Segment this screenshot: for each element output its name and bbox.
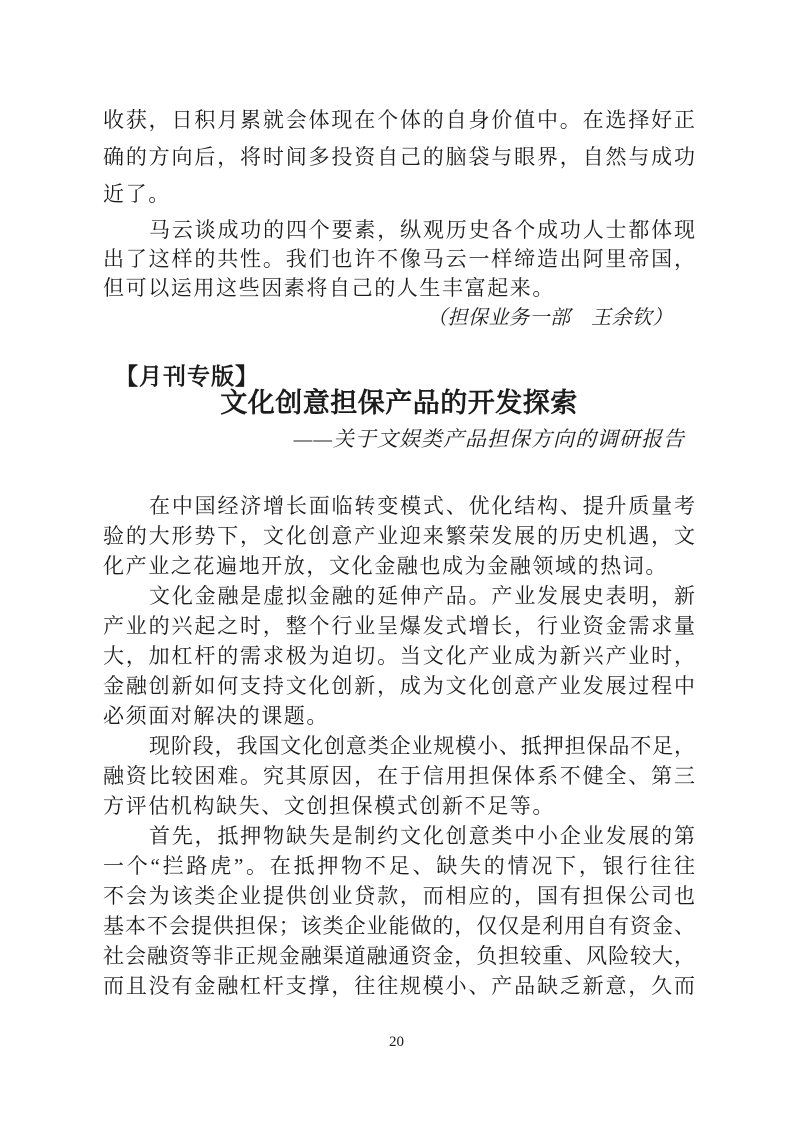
text-line: 而且没有金融杠杆支撑，往往规模小、产品缺乏新意，久而 [103, 974, 695, 998]
text-line: 融资比较困难。究其原因，在于信用担保体系不健全、第三 [103, 764, 695, 788]
text-line: 近了。 [103, 182, 171, 206]
text-line: 现阶段，我国文化创意类企业规模小、抵押担保品不足， [149, 734, 695, 758]
text-line: 金融创新如何支持文化创新，成为文化创意产业发展过程中 [103, 674, 695, 698]
text-line: 文化金融是虚拟金融的延伸产品。产业发展史表明，新 [149, 584, 695, 608]
text-line: 在中国经济增长面临转变模式、优化结构、提升质量考 [149, 494, 695, 518]
text-line: 验的大形势下，文化创意产业迎来繁荣发展的历史机遇，文 [103, 524, 695, 548]
text-line: 大，加杠杆的需求极为迫切。当文化产业成为新兴产业时， [103, 644, 695, 668]
article-title: 文化创意担保产品的开发探索 [220, 388, 578, 418]
text-line: 不会为该类企业提供创业贷款，而相应的，国有担保公司也 [103, 884, 695, 908]
text-line: 基本不会提供担保；该类企业能做的，仅仅是利用自有资金、 [103, 914, 695, 938]
text-line: 首先，抵押物缺失是制约文化创意类中小企业发展的第 [149, 824, 695, 848]
text-line: 确的方向后，将时间多投资自己的脑袋与眼界，自然与成功 [103, 145, 695, 169]
paragraph-prev-1 [103, 102, 695, 213]
article-subtitle: ——关于文娱类产品担保方向的调研报告 [293, 427, 685, 451]
text-line: 出了这样的共性。我们也许不像马云一样缔造出阿里帝国， [103, 247, 695, 271]
article-body [103, 491, 695, 1001]
text-line: 一个“拦路虎”。在抵押物不足、缺失的情况下，银行往往 [103, 854, 695, 878]
text-line: 但可以运用这些因素将自己的人生丰富起来。 [103, 276, 555, 300]
text-line: 产业的兴起之时，整个行业呈爆发式增长，行业资金需求量 [103, 614, 695, 638]
text-line: 方评估机构缺失、文创担保模式创新不足等。 [103, 794, 555, 818]
column-tag: 【月刊专版】 [115, 364, 259, 389]
author-signature: （担保业务一部 王余钦） [427, 307, 673, 329]
text-line: 马云谈成功的四个要素，纵观历史各个成功人士都体现 [149, 218, 695, 242]
text-line: 化产业之花遍地开放，文化金融也成为金融领域的热词。 [103, 554, 668, 578]
text-line: 必须面对解决的课题。 [103, 704, 329, 728]
page-number: 20 [389, 1034, 404, 1050]
text-line: 社会融资等非正规金融渠道融通资金，负担较重、风险较大， [103, 944, 695, 968]
text-line: 收获，日积月累就会体现在个体的自身价值中。在选择好正 [103, 108, 695, 132]
paragraph-prev-2 [103, 216, 695, 303]
